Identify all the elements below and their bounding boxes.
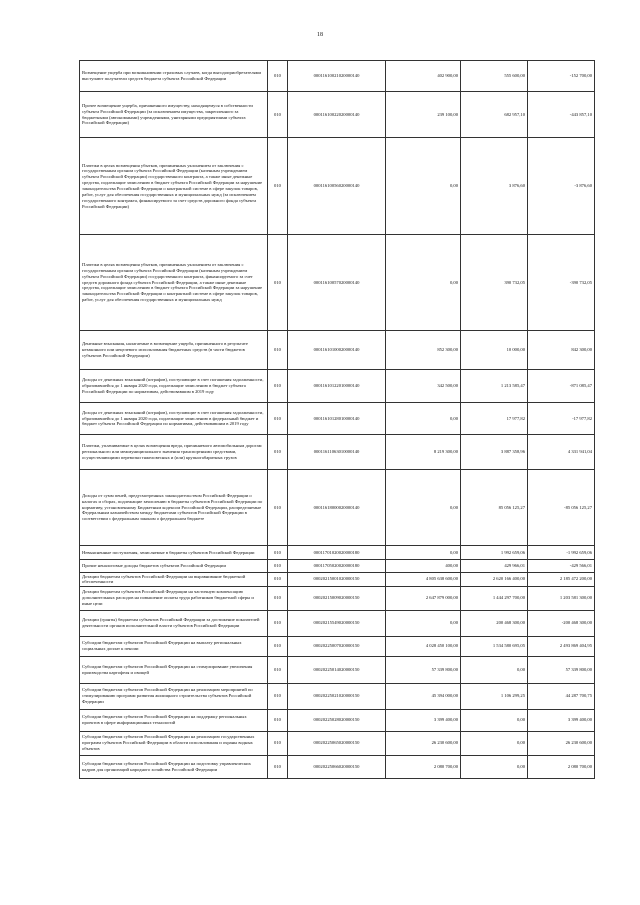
row-description: Субсидии бюджетам субъектов Российской Федерации на выплату региональных социальных доплат к пенсии <box>80 636 268 656</box>
row-approved-amount: 4 028 450 100,00 <box>386 636 461 656</box>
row-executed-amount: 17 977,82 <box>461 403 528 435</box>
row-approved-amount: 852 300,00 <box>386 331 461 370</box>
row-budget-code: 00020225066020000150 <box>288 755 386 778</box>
row-unexecuted-amount: 3 399 400,00 <box>528 709 595 731</box>
row-budget-code: 00011610021020000140 <box>288 61 386 92</box>
row-budget-code: 00011610056020000140 <box>288 138 386 235</box>
row-approved-amount: 0,00 <box>386 610 461 636</box>
row-approved-amount: 4 805 638 600,00 <box>386 573 461 587</box>
row-unexecuted-amount: -85 056 125,27 <box>528 470 595 546</box>
table-row <box>80 560 595 573</box>
row-unexecuted-amount: 44 287 700,75 <box>528 683 595 709</box>
row-description: Денежные взыскания, налагаемые в возмещение ущерба, причиненного в результате незаконного или нецелевого использования бюджетных средств (в части бюджетов субъектов Российской Федерации) <box>80 331 268 370</box>
row-description: Прочие неналоговые доходы бюджетов субъектов Российской Федерации <box>80 560 268 573</box>
row-description: Субсидии бюджетам субъектов Российской Федерации на подготовку управленческих кадров для организаций народного хозяйства Российской Федерации <box>80 755 268 778</box>
row-executed-amount: 3 887 358,96 <box>461 435 528 470</box>
table-row <box>80 138 595 235</box>
row-budget-code: 00020215009020000150 <box>288 586 386 610</box>
row-unexecuted-amount: -429 566,01 <box>528 560 595 573</box>
table-row <box>80 403 595 435</box>
revenue-table <box>79 60 595 779</box>
row-budget-code: 00020215549020000150 <box>288 610 386 636</box>
row-admin-code: 010 <box>268 656 288 683</box>
row-budget-code: 00020225014020000150 <box>288 656 386 683</box>
row-executed-amount: 429 966,01 <box>461 560 528 573</box>
row-budget-code: 00020215001020000150 <box>288 573 386 587</box>
row-description: Доходы от денежных взысканий (штрафов), поступающие в счет погашения задолженности, образовавшейся до 1 января 2020 года, подлежащие зачислению в бюджет субъекта Российской Федерации по нормативам, действовавшим в 2019 году <box>80 370 268 403</box>
table-row <box>80 683 595 709</box>
row-budget-code: 00011618000020000140 <box>288 470 386 546</box>
row-unexecuted-amount: 842 300,00 <box>528 331 595 370</box>
row-executed-amount: 0,00 <box>461 755 528 778</box>
row-approved-amount: 239 100,00 <box>386 92 461 138</box>
row-unexecuted-amount: 4 331 941,04 <box>528 435 595 470</box>
row-admin-code: 010 <box>268 755 288 778</box>
row-admin-code: 010 <box>268 636 288 656</box>
row-unexecuted-amount: -443 857,10 <box>528 92 595 138</box>
row-budget-code: 00020225028020000150 <box>288 709 386 731</box>
row-executed-amount: 1 534 580 695,05 <box>461 636 528 656</box>
row-unexecuted-amount: 57 339 800,00 <box>528 656 595 683</box>
row-approved-amount: 0,00 <box>386 235 461 331</box>
table-row <box>80 755 595 778</box>
row-admin-code: 010 <box>268 435 288 470</box>
row-unexecuted-amount: 1 203 581 300,00 <box>528 586 595 610</box>
row-unexecuted-amount: -390 732,05 <box>528 235 595 331</box>
row-description: Платежи в целях возмещения убытков, причиненных уклонением от заключения с государственным органом субъекта Российской Федерации (казенным учреждением субъекта Российской Федерации) государственного контракта, финансируемого за счет средств дорожного фонда субъекта Российской Федерации, а также иные денежные средства, подлежащие зачислению в бюджет субъекта Российской Федерации за нарушение законодательства Российской Федерации о контрактной системе в сфере закупок товаров, работ, услуг для обеспечения государственных и муниципальных нужд <box>80 235 268 331</box>
row-description: Доходы от денежных взысканий (штрафов), поступающие в счет погашения задолженности, образовавшейся до 1 января 2020 года, подлежащие зачислению в федеральный бюджет и бюджет субъекта Российской Федерации по нормативам, действовавшим в 2019 году <box>80 403 268 435</box>
row-approved-amount: 0,00 <box>386 546 461 560</box>
row-approved-amount: 400,00 <box>386 560 461 573</box>
row-description: Невыясненные поступления, зачисляемые в бюджеты субъектов Российской Федерации <box>80 546 268 560</box>
row-executed-amount: 390 732,05 <box>461 235 528 331</box>
row-admin-code: 010 <box>268 573 288 587</box>
table-row <box>80 546 595 560</box>
row-admin-code: 010 <box>268 586 288 610</box>
row-executed-amount: 0,00 <box>461 731 528 755</box>
row-executed-amount: 200 468 300,00 <box>461 610 528 636</box>
row-approved-amount: 402 900,00 <box>386 61 461 92</box>
row-admin-code: 010 <box>268 138 288 235</box>
table-row <box>80 435 595 470</box>
row-approved-amount: 2 647 879 000,00 <box>386 586 461 610</box>
row-executed-amount: 10 000,00 <box>461 331 528 370</box>
table-row <box>80 370 595 403</box>
row-admin-code: 010 <box>268 546 288 560</box>
row-executed-amount: 1 106 299,25 <box>461 683 528 709</box>
row-approved-amount: 26 230 600,00 <box>386 731 461 755</box>
row-approved-amount: 342 500,00 <box>386 370 461 403</box>
row-admin-code: 010 <box>268 403 288 435</box>
row-executed-amount: 2 620 166 400,00 <box>461 573 528 587</box>
row-unexecuted-amount: -3 876,60 <box>528 138 595 235</box>
page-number: 18 <box>317 32 323 38</box>
row-description: Субсидии бюджетам субъектов Российской Федерации на реализацию государственных программ субъектов Российской Федерации в области использования и охраны водных объектов <box>80 731 268 755</box>
row-approved-amount: 2 080 700,00 <box>386 755 461 778</box>
row-unexecuted-amount: -17 977,82 <box>528 403 595 435</box>
row-description: Платежи в целях возмещения убытков, причиненных уклонением от заключения с государственным органом субъекта Российской Федерации (казенным учреждением субъекта Российской Федерации) государственного контракта, а также иные денежные средства, подлежащие зачислению в бюджет субъекта Российской Федерации за нарушение законодательства Российской Федерации о контрактной системе в сфере закупок товаров, работ, услуг для обеспечения государственных и муниципальных нужд (за исключением государственного контракта, финансируемого за счет средств дорожного фонда субъекта Российской Федерации) <box>80 138 268 235</box>
row-description: Дотации бюджетам субъектов Российской Федерации на выравнивание бюджетной обеспеченности <box>80 573 268 587</box>
row-budget-code: 00020225021020000150 <box>288 683 386 709</box>
row-approved-amount: 0,00 <box>386 470 461 546</box>
row-approved-amount: 0,00 <box>386 403 461 435</box>
row-admin-code: 010 <box>268 683 288 709</box>
table-row <box>80 656 595 683</box>
row-executed-amount: 85 056 125,27 <box>461 470 528 546</box>
table-row <box>80 731 595 755</box>
table-row <box>80 470 595 546</box>
row-description: Возмещение ущерба при возникновении страховых случаев, когда выгодоприобретателями выступают получатели средств бюджета субъекта Российской Федерации <box>80 61 268 92</box>
table-row <box>80 610 595 636</box>
row-description: Субсидии бюджетам субъектов Российской Федерации на реализацию мероприятий по стимулированию программ развития жилищного строительства субъектов Российской Федерации <box>80 683 268 709</box>
row-unexecuted-amount: 2 185 472 200,00 <box>528 573 595 587</box>
row-unexecuted-amount: 2 080 700,00 <box>528 755 595 778</box>
row-executed-amount: 682 957,10 <box>461 92 528 138</box>
row-budget-code: 00011611063010000140 <box>288 435 386 470</box>
row-unexecuted-amount: -1 992 659,06 <box>528 546 595 560</box>
row-admin-code: 010 <box>268 560 288 573</box>
row-executed-amount: 1 213 585,47 <box>461 370 528 403</box>
row-budget-code: 00011701020020000180 <box>288 546 386 560</box>
row-admin-code: 010 <box>268 235 288 331</box>
row-admin-code: 010 <box>268 470 288 546</box>
row-budget-code: 00020225007020000150 <box>288 636 386 656</box>
row-approved-amount: 0,00 <box>386 138 461 235</box>
table-row <box>80 636 595 656</box>
row-budget-code: 00011610128010000140 <box>288 403 386 435</box>
row-budget-code: 00020225065020000150 <box>288 731 386 755</box>
row-executed-amount: 0,00 <box>461 709 528 731</box>
row-approved-amount: 57 339 800,00 <box>386 656 461 683</box>
row-admin-code: 010 <box>268 731 288 755</box>
row-unexecuted-amount: -152 700,00 <box>528 61 595 92</box>
row-approved-amount: 45 394 000,00 <box>386 683 461 709</box>
row-executed-amount: 3 876,60 <box>461 138 528 235</box>
row-unexecuted-amount: -200 468 300,00 <box>528 610 595 636</box>
row-description: Платежи, уплачиваемые в целях возмещения вреда, причиняемого автомобильным дорогам регионального или межмуниципального значения транспортными средствами, осуществляющими перевозки тяжеловесных и (или) крупногабаритных грузов <box>80 435 268 470</box>
row-unexecuted-amount: 26 230 600,00 <box>528 731 595 755</box>
table-row <box>80 709 595 731</box>
table-row <box>80 573 595 587</box>
row-description: Доходы от сумм пеней, предусмотренных законодательством Российской Федерации о налогах и сборах, подлежащие зачислению в бюджеты субъектов Российской Федерации по нормативу, установленному Бюджетным кодексом Российской Федерации, распределяемые Федеральным казначейством между бюджетами субъектов Российской Федерации в соответствии с федеральным законом о федеральном бюджете <box>80 470 268 546</box>
row-budget-code: 00011610122010000140 <box>288 370 386 403</box>
row-executed-amount: 1 444 297 700,00 <box>461 586 528 610</box>
row-admin-code: 010 <box>268 92 288 138</box>
row-description: Прочее возмещение ущерба, причиненного имуществу, находящемуся в собственности субъекта Российской Федерации (за исключением имущества, закрепленного за бюджетными (автономными) учреждениями, унитарными предприятиями субъекта Российской Федерации) <box>80 92 268 138</box>
row-admin-code: 010 <box>268 610 288 636</box>
row-unexecuted-amount: -871 085,47 <box>528 370 595 403</box>
row-admin-code: 010 <box>268 709 288 731</box>
row-executed-amount: 555 600,00 <box>461 61 528 92</box>
row-description: Субсидии бюджетам субъектов Российской Федерации на поддержку региональных проектов в сфере информационных технологий <box>80 709 268 731</box>
row-admin-code: 010 <box>268 61 288 92</box>
row-budget-code: 00011610100020000140 <box>288 331 386 370</box>
table-row <box>80 235 595 331</box>
table-row <box>80 586 595 610</box>
row-description: Дотации бюджетам субъектов Российской Федерации на частичную компенсацию дополнительных расходов на повышение оплаты труда работников бюджетной сферы и иные цели <box>80 586 268 610</box>
table-row <box>80 61 595 92</box>
row-approved-amount: 8 219 300,00 <box>386 435 461 470</box>
row-executed-amount: 0,00 <box>461 656 528 683</box>
row-approved-amount: 3 399 400,00 <box>386 709 461 731</box>
row-admin-code: 010 <box>268 331 288 370</box>
table-row <box>80 331 595 370</box>
row-budget-code: 00011610022020000140 <box>288 92 386 138</box>
row-budget-code: 00011610057020000140 <box>288 235 386 331</box>
row-unexecuted-amount: 2 493 869 404,95 <box>528 636 595 656</box>
row-admin-code: 010 <box>268 370 288 403</box>
row-executed-amount: 1 992 659,06 <box>461 546 528 560</box>
row-budget-code: 00011705020020000180 <box>288 560 386 573</box>
row-description: Субсидии бюджетам субъектов Российской Федерации на стимулирование увеличения производства картофеля и овощей <box>80 656 268 683</box>
row-description: Дотации (гранты) бюджетам субъектов Российской Федерации за достижение показателей деятельности органов исполнительной власти субъектов Российской Федерации <box>80 610 268 636</box>
table-row <box>80 92 595 138</box>
